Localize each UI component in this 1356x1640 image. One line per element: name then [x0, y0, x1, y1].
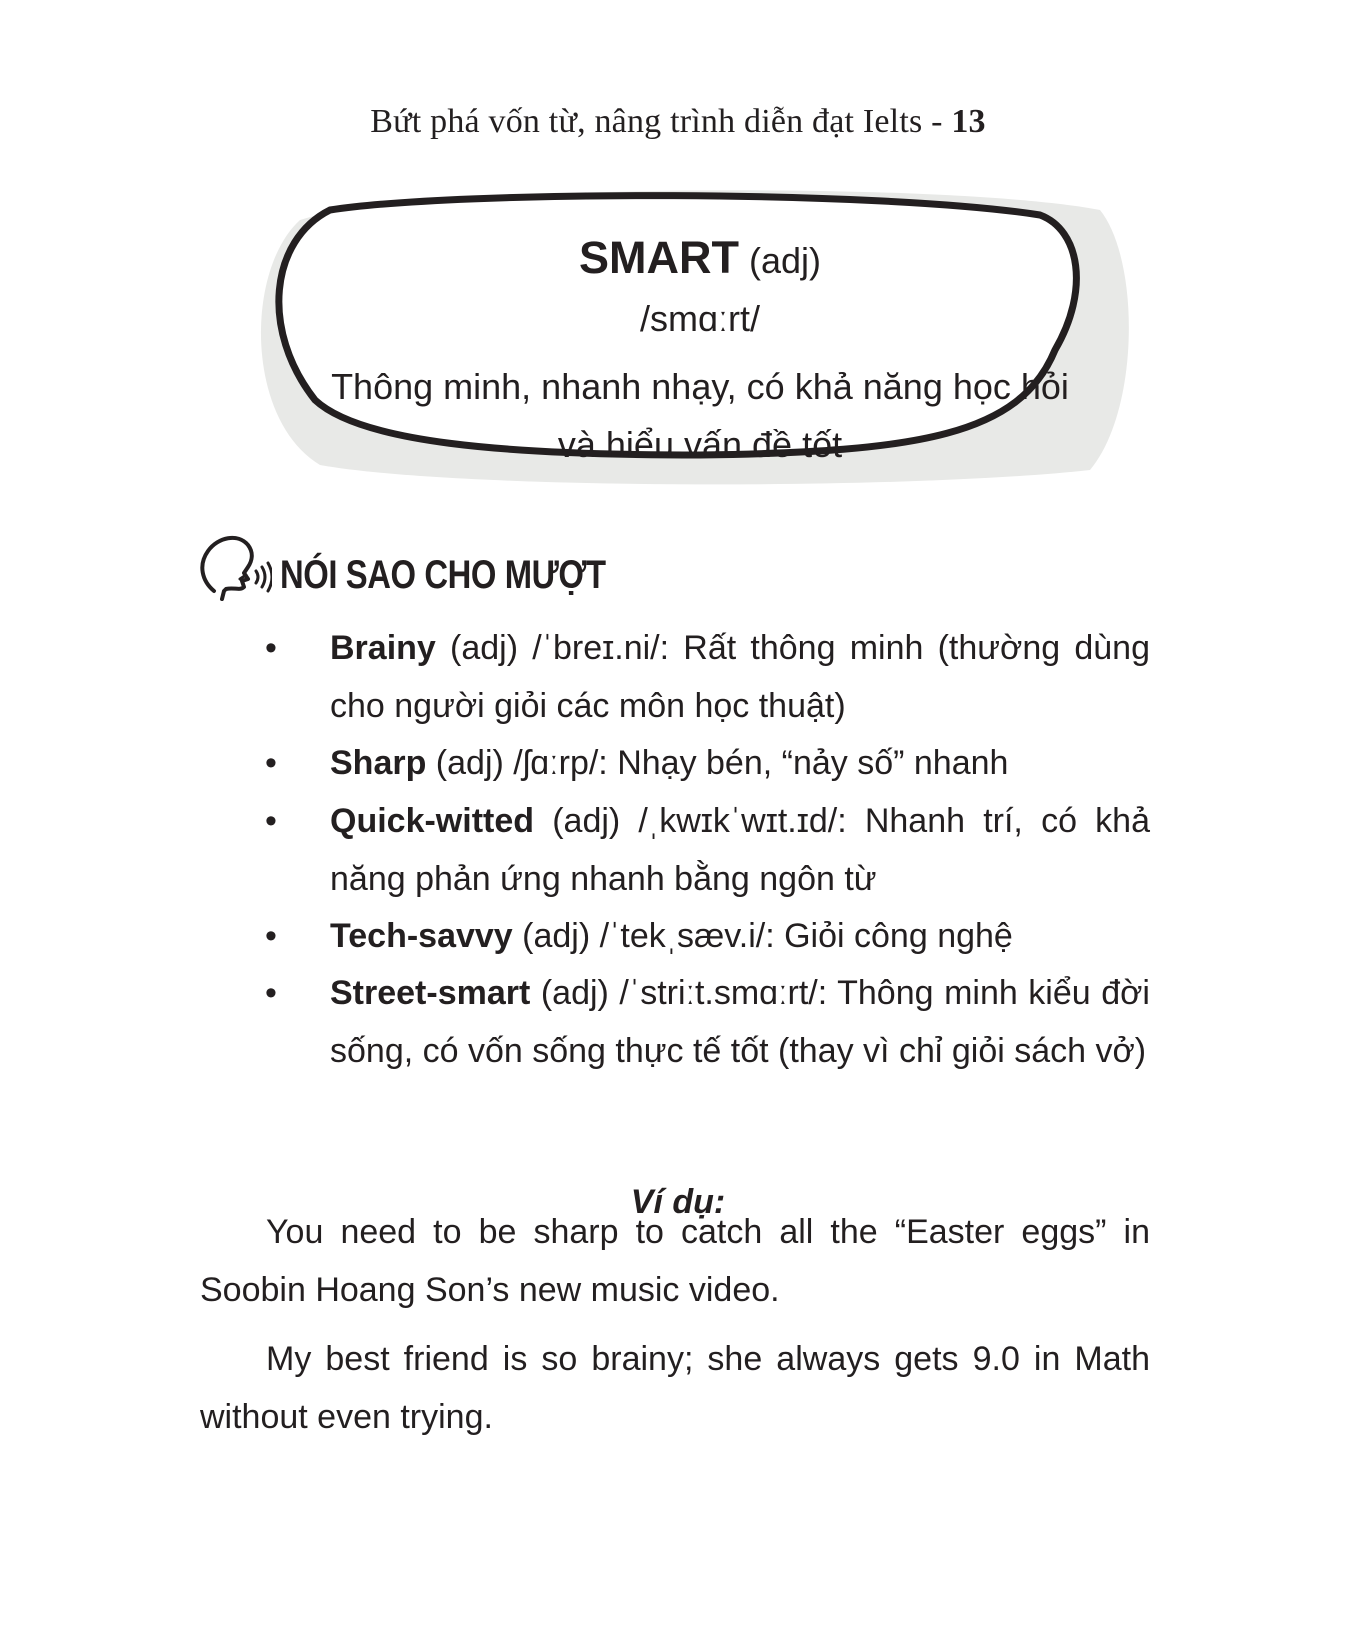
headword-pos: (adj)	[748, 240, 822, 281]
vocab-term: Tech-savvy	[330, 917, 513, 955]
headword-ipa: /smɑːrt/	[639, 298, 760, 339]
list-item	[265, 619, 1150, 735]
headword-definition	[260, 358, 1140, 474]
definition-line-2: và hiểu vấn đề tốt	[557, 424, 843, 465]
vocab-term: Brainy	[330, 629, 436, 667]
vocab-gloss: (adj) /ˈtekˌsæv.i/: Giỏi công nghệ	[512, 917, 1013, 955]
headword: SMART	[578, 232, 739, 283]
bullet: •	[265, 629, 277, 667]
example-paragraph: My best friend is so brainy; she always gets 9.0 in Math without even trying.	[200, 1340, 1150, 1436]
vocab-gloss: (adj) /ˈbreɪ.ni/: Rất thông minh (thường dùng cho người giỏi các môn học thuật)	[330, 629, 1150, 725]
vocab-term: Street-smart	[330, 974, 531, 1012]
section-title: NÓI SAO CHO MƯỢT	[280, 553, 606, 597]
word-card	[260, 180, 1140, 500]
vocab-gloss: (adj) /ˌkwɪkˈwɪt.ɪd/: Nhanh trí, có khả năng phản ứng nhanh bằng ngôn từ	[330, 802, 1150, 898]
bullet: •	[265, 802, 277, 840]
example-paragraph: You need to be sharp to catch all the “Easter eggs” in Soobin Hoang Son’s new music video.	[200, 1213, 1150, 1309]
definition-line-1: Thông minh, nhanh nhạy, có khả năng học hỏi	[331, 366, 1069, 407]
example-label: Ví dụ:	[630, 1183, 726, 1221]
book-title: Bứt phá vốn từ, nâng trình diễn đạt Ielts -	[370, 103, 952, 140]
bullet: •	[265, 917, 277, 955]
speaking-head-icon	[200, 535, 272, 605]
list-item	[265, 734, 1150, 792]
bullet: •	[265, 744, 277, 782]
running-head	[0, 103, 1356, 141]
list-item	[265, 907, 1150, 965]
vocab-term: Quick-witted	[330, 802, 535, 840]
vocab-gloss: (adj) /ʃɑːrp/: Nhạy bén, “nảy số” nhanh	[426, 744, 1009, 782]
vocab-gloss: (adj) /ˈstriːt.smɑːrt/: Thông minh kiểu đời sống, có vốn sống thực tế tốt (thay vì chỉ giỏi sách vở)	[330, 974, 1150, 1070]
list-item	[265, 792, 1150, 908]
vocab-term: Sharp	[330, 744, 427, 782]
page-number: 13	[951, 103, 986, 140]
bullet: •	[265, 974, 277, 1012]
list-item	[265, 964, 1150, 1080]
